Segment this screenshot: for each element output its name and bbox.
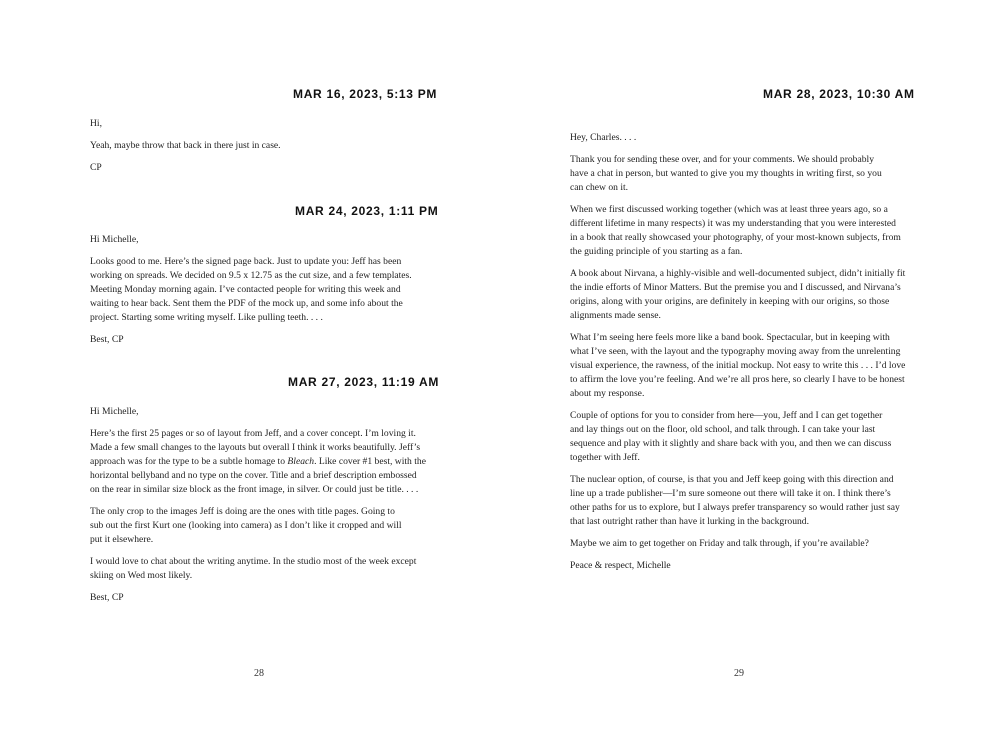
right-page (500, 0, 1000, 740)
album-title-italic: Bleach (287, 456, 315, 467)
email-date-3: MAR 27, 2023, 11:19 AM (288, 375, 440, 389)
email-text-line: Looks good to me. Here’s the signed page back. Just to update you: Jeff has been (90, 256, 402, 267)
email-paragraph (90, 427, 426, 497)
email-text-line: Couple of options for you to consider from here—you, Jeff and I can get together (570, 410, 883, 421)
email-paragraph (570, 409, 905, 465)
email-text-line: skiing on Wed most likely. (90, 570, 193, 581)
email-body-4 (570, 131, 905, 573)
email-text-line: put it elsewhere. (90, 534, 154, 545)
email-text-line: What I’m seeing here feels more like a band book. Spectacular, but in keeping with (570, 332, 890, 343)
email-text-line: Yeah, maybe throw that back in there just in case. (90, 140, 281, 151)
email-text-line: The only crop to the images Jeff is doing are the ones with title pages. Going to (90, 506, 395, 517)
email-text-line: Meeting Monday morning again. I’ve contacted people for writing this week and (90, 284, 401, 295)
email-text-line: Thank you for sending these over, and for your comments. We should probably (570, 154, 875, 165)
email-text-line: I would love to chat about the writing anytime. In the studio most of the week except (90, 556, 417, 567)
email-text-line: in a book that really showcased your photography, of your most-known subjects, from (570, 232, 901, 243)
email-text-line: can chew on it. (570, 182, 629, 193)
email-body-3 (90, 405, 426, 605)
email-text-line: have a chat in person, but wanted to give you my thoughts in writing first, so you (570, 168, 882, 179)
email-paragraph (90, 255, 412, 325)
email-text-line: project. Starting some writing myself. Like pulling teeth. . . . (90, 312, 323, 323)
email-paragraph (570, 153, 905, 195)
email-text-line: to affirm the love you’re feeling. And we’re all pros here, so clearly I have to be honest (570, 374, 905, 385)
email-text-line: what I’ve seen, with the layout and the typography moving away from the unrelenting (570, 346, 901, 357)
email-signoff: Best, CP (90, 592, 124, 603)
email-text-line: the indie efforts of Minor Matters. But the premise you and I discussed, and Nirvana’s (570, 282, 901, 293)
email-greeting: Hi Michelle, (90, 234, 139, 245)
email-text-line: sequence and play with it slightly and share back with you, and then we can discuss (570, 438, 892, 449)
email-paragraph (570, 267, 905, 323)
email-text-line: When we first discussed working together (which was at least three years ago, so a (570, 204, 888, 215)
email-signoff: CP (90, 162, 102, 173)
email-greeting: Hi Michelle, (90, 406, 139, 417)
email-greeting: Hey, Charles. . . . (570, 132, 637, 143)
email-greeting: Hi, (90, 118, 102, 129)
email-text-line: that last outright rather than have it lurking in the background. (570, 516, 809, 527)
email-paragraph (570, 331, 905, 401)
email-text-line: and lay things out on the floor, old school, and talk through. I can take your last (570, 424, 876, 435)
email-text-fragment: . Like cover #1 best, with the (314, 456, 426, 467)
email-paragraphs (570, 153, 905, 551)
email-text-line: line up a trade publisher—I’m sure someone out there will take it on. I think there’s (570, 488, 891, 499)
page-number-left: 28 (254, 668, 264, 679)
email-text-line: about my response. (570, 388, 645, 399)
email-text-line: horizontal bellyband and no type on the cover. Title and a brief description embossed (90, 470, 417, 481)
email-text-fragment: approach was for the type to be a subtle homage to (90, 456, 288, 467)
email-text-line (90, 455, 426, 469)
email-body-2 (90, 233, 412, 347)
email-paragraph (570, 537, 905, 551)
email-text-line: sub out the first Kurt one (looking into camera) as I don’t like it cropped and will (90, 520, 402, 531)
email-text-line: A book about Nirvana, a highly-visible and well-documented subject, didn’t initially fit (570, 268, 906, 279)
email-body-1 (90, 117, 281, 175)
email-signoff: Best, CP (90, 334, 124, 345)
email-text-line: together with Jeff. (570, 452, 640, 463)
email-text-line: waiting to hear back. Sent them the PDF of the mock up, and some info about the (90, 298, 403, 309)
email-date-2: MAR 24, 2023, 1:11 PM (295, 204, 439, 218)
email-paragraph (570, 473, 905, 529)
email-text-line: Here’s the first 25 pages or so of layout from Jeff, and a cover concept. I’m loving it. (90, 428, 416, 439)
email-date-4: MAR 28, 2023, 10:30 AM (763, 87, 915, 101)
email-text-line: on the rear in similar size block as the front image, in silver. Or could just be title. . . . (90, 484, 419, 495)
email-paragraph (90, 505, 426, 547)
page-number-right: 29 (734, 668, 744, 679)
email-text-line: alignments made sense. (570, 310, 661, 321)
email-signoff: Peace & respect, Michelle (570, 560, 671, 571)
email-text-line: different lifetime in many respects) it was my understanding that you were interested (570, 218, 896, 229)
email-text-line: visual experience, the rawness, of the initial mockup. Not easy to write this . . . I’d love (570, 360, 906, 371)
email-text-line: other paths for us to explore, but I always prefer transparency so would rather just say (570, 502, 900, 513)
email-paragraph (570, 203, 905, 259)
email-text-line: Made a few small changes to the layouts but overall I think it works beautifully. Jeff’s (90, 442, 421, 453)
email-text-line: The nuclear option, of course, is that you and Jeff keep going with this direction and (570, 474, 894, 485)
email-text-line: origins, along with your origins, are definitely in keeping with our origins, so those (570, 296, 890, 307)
email-text-line: the guiding principle of you starting as a fan. (570, 246, 743, 257)
email-text-line: Maybe we aim to get together on Friday and talk through, if you’re available? (570, 538, 869, 549)
email-date-1: MAR 16, 2023, 5:13 PM (293, 87, 438, 101)
email-text-line: working on spreads. We decided on 9.5 x 12.75 as the cut size, and a few templates. (90, 270, 412, 281)
email-paragraph (90, 555, 426, 583)
